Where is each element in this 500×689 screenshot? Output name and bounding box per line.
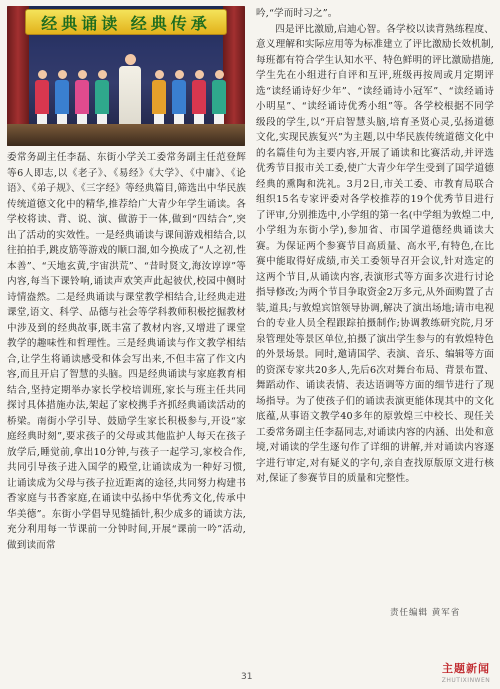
stage-floor [7, 124, 245, 146]
performer-child [152, 70, 166, 132]
article-left-column [7, 150, 246, 553]
stage-performance-photo [7, 6, 245, 146]
performer-adult [119, 54, 141, 134]
article-right-column [256, 6, 494, 487]
section-brand-logo [440, 660, 492, 684]
article-paragraph: 四是评比激励,启迪心智。各学校以读背熟练程度、意义理解和实际应用等为标准建立了评比激励长效机制,每班都有符合学生认知水平、特色鲜明的评比激励措施,学生先在小组进行自评和互评,班级再按周或月定期评选“读经诵诗好少年”、“读经诵诗小冠军”、“读经诵诗小明星”、“读经诵诗优秀小组”等。各学校根据不同学级段的学生,以“开启智慧头脑,培育圣贤心灵,弘扬道德文化,实现民族复兴”为主题,以中华民族传统道德文化中的名篇佳句为主要内容,开展了诵读和比赛活动,并评选优秀节目报市关工委,使广大青少年学生受到了国学道德经典的熏陶和洗礼。3月2日,市关工委、市教育局联合组织15名专家评委对各学校推荐的19个优秀节目进行了评审,分别推选中,小学组的第一名(中学组为敦煌二中,小学组为东街小学),参加省、市国学道德经典诵读大赛。为保证两个参赛节目高质量、高水平,有特色,在比赛中能取得好成绩,市关工委领导召开会议,针对选定的这两个节目,从诵读内容,表演形式等方面多次进行讨论指导修改;为两个节目争取资金2万多元,从外面购置了古装,道具;与敦煌宾馆领导协调,解决了演出场地;请市电视台的专业人员全程跟踪拍摄制作;协调教练研究院,月牙泉管理处等景区单位,拍摄了演出学生参与的有敦煌特色的外景场景。同时,邀请国学、表演、音乐、编辑等方面的资深专家共20多人,先后6次对舞台布局、背景布置、舞蹈动作、诵读表情、表达语调等方面的细节进行了现场指导。为了使孩子们的诵读表演更能体现其中的文化底蕴,从事语文教学40多年的原敦煌三中校长、现任关工委常务副主任李磊同志,对诵读内容的内涵、出处和意境,对诵读的学生逐句作了详细的讲解,并对诵读内容逐字进行审定,对有疑义的字句,亲自查找原版原文进行核对,保证了参赛节目的质量和完整性。 [256, 23, 494, 484]
performer-child [55, 70, 69, 132]
performer-child [75, 70, 89, 132]
stage-banner: 经典诵读 经典传承 [25, 9, 227, 35]
article-paragraph: 委常务副主任李磊、东街小学关工委常务副主任范登辉等6人即志,以《老子》、《易经》《大学》、《中庸》、《论语》、《弟子规》、《三字经》等经典篇目,筛选出中华民族传统道德文化中的精华,推荐给广大青少年学生诵读。各学校将读、背、说、演、做游于一体,做到“四结合”,突出了活动的实效性。一是经典诵读与课间游戏相结合,以往拍拍手,跳皮筋等游戏的顺口溜,如今换成了“人之初,性本善”、“天地玄黄,宇宙洪荒”、“昔时贤文,海汝谆谆”等内容,每当下课铃响,诵读声欢笑声此起彼伏,校园中侧时诗情盎然。二是经典诵读与课堂教学相结合,让经典走进课堂,语文、科学、品德与社会等学科教师积极挖掘教材中涉及到的经典故事,既丰富了教材内容,又增进了课堂教学的趣味性和哲理性。三是经典诵读与作文教学相结合,让学生将诵读感受和体会写出来,不但丰富了作文内容,而且开启了智慧的头脑。四是经典诵读与家庭教育相结合,坚持定期举办家长学校培训班,家长与班主任共同探讨具体措施办法,架起了家校携手齐抓经典诵读活动的桥梁。南街小学引导、鼓励学生家长积极参与,开设“家庭经典时刻”,要求孩子的父母或其他监护人每天在孩子放学后,睡觉前,拿出10分钟,与孩子一起学习,家校合作,共同引导孩子进入国学的殿堂,让诵读成为一种好习惯,让诵读成为父母与孩子拉近距离的途径,共同努力构建书香家庭与书香家庭,在诵读中弘扬中华优秀文化,传承中华美德”。东街小学倡导见缝插针,积少成多的诵读方法,充分利用每一节课前一分钟时间,开展“课前一吟”活动,做到读而常 [7, 152, 246, 551]
performer-child [172, 70, 186, 132]
performer-child [192, 70, 206, 132]
brand-pinyin: ZHUTIXINWEN [441, 677, 491, 684]
article-paragraph: 吟,“学而时习之”。 [256, 8, 338, 19]
performer-child [212, 70, 226, 132]
performer-child [95, 70, 109, 132]
page-number: 31 [241, 672, 253, 682]
brand-name: 主题新闻 [442, 662, 490, 675]
performer-child [35, 70, 49, 132]
responsible-editor: 责任编辑 黄军省 [390, 608, 461, 618]
